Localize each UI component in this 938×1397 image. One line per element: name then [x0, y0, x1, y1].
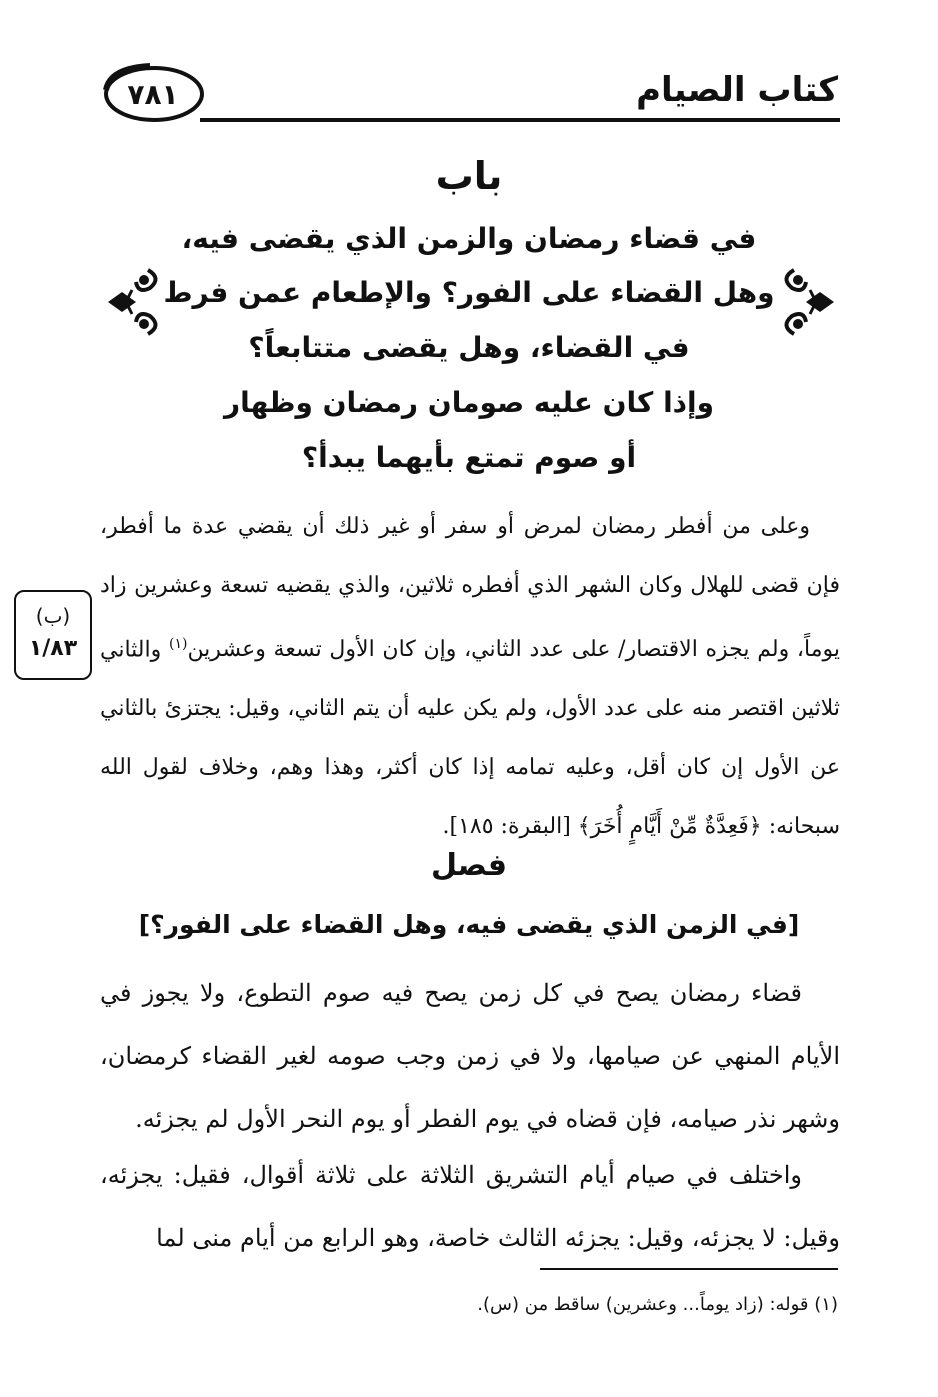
section-title: فصل	[431, 848, 507, 883]
section-subtitle: [في الزمن الذي يقضى فيه، وهل القضاء على الفور؟]	[138, 910, 800, 939]
margin-note-line-1: (ب)	[35, 604, 71, 628]
page-number: ٧٨١	[127, 78, 179, 111]
chapter-line-5: أو صوم تمتع بأيهما يبدأ؟	[301, 441, 637, 474]
margin-note-line-2: ١/٨٣	[28, 636, 78, 661]
paragraph-1-text: وعلى من أفطر رمضان لمرض أو سفر أو غير ذلك أن يقضي عدة ما أفطر، فإن قضى للهلال وكان الشهر الذي أفطره ثلاثين، والذي يقضيه تسعة وعشرين زاد يوماً، ولم يجزه الاقتصار/ على عدد الثاني، وإن كان الأول تسعة وعشرين	[100, 514, 840, 663]
chapter-line-1: في قضاء رمضان والزمن الذي يقضى فيه،	[181, 222, 757, 255]
footnote-rule	[540, 1268, 838, 1270]
paragraph-3-text: واختلف في صيام أيام التشريق الثلاثة على ثلاثة أقوال، فقيل: يجزئه، وقيل: لا يجزئه، وقيل: يجزئه الثالث خاصة، وهو الرابع من أيام منى لما	[100, 1161, 840, 1252]
paragraph-2	[100, 962, 840, 1151]
chapter-bab: باب	[435, 154, 503, 198]
book-title: كتاب الصيام	[636, 70, 838, 110]
header-rule	[200, 118, 840, 122]
chapter-line-2: وهل القضاء على الفور؟ والإطعام عمن فرط	[163, 276, 775, 309]
chapter-line-4: وإذا كان عليه صومان رمضان وظهار	[223, 386, 715, 419]
paragraph-2-text: قضاء رمضان يصح في كل زمن يصح فيه صوم التطوع، ولا يجوز في الأيام المنهي عن صيامها، ولا في زمن وجب صومه لغير القضاء كرمضان، وشهر نذر صيامه، فإن قضاه في يوم الفطر أو يوم النحر الأول لم يجزئه.	[100, 979, 840, 1133]
manuscript-margin-note	[14, 590, 92, 680]
ornament-left-icon	[104, 262, 166, 342]
paragraph-1-text-cont: والثاني ثلاثين اقتصر منه على عدد الأول، ولم يكن عليه أن يتم الثاني، وقيل: يجتزئ بالثاني عن الأول إن كان أقل، وعليه تمامه إذا كان أكثر، وهذا وهم، وخلاف لقول الله سبحانه: ﴿فَعِدَّةٌ مِّنْ أَيَّامٍ أُخَرَ﴾ [البقرة: ١٨٥].	[100, 637, 840, 840]
footnote-marker: (١)	[168, 636, 188, 652]
ornament-right-icon	[776, 262, 838, 342]
footnote: (١) قوله: (زاد يوماً... وعشرين) ساقط من (س).	[477, 1294, 838, 1315]
paragraph-1	[100, 497, 840, 856]
paragraph-3	[100, 1144, 840, 1270]
chapter-line-3: في القضاء، وهل يقضى متتابعاً؟	[248, 331, 690, 364]
